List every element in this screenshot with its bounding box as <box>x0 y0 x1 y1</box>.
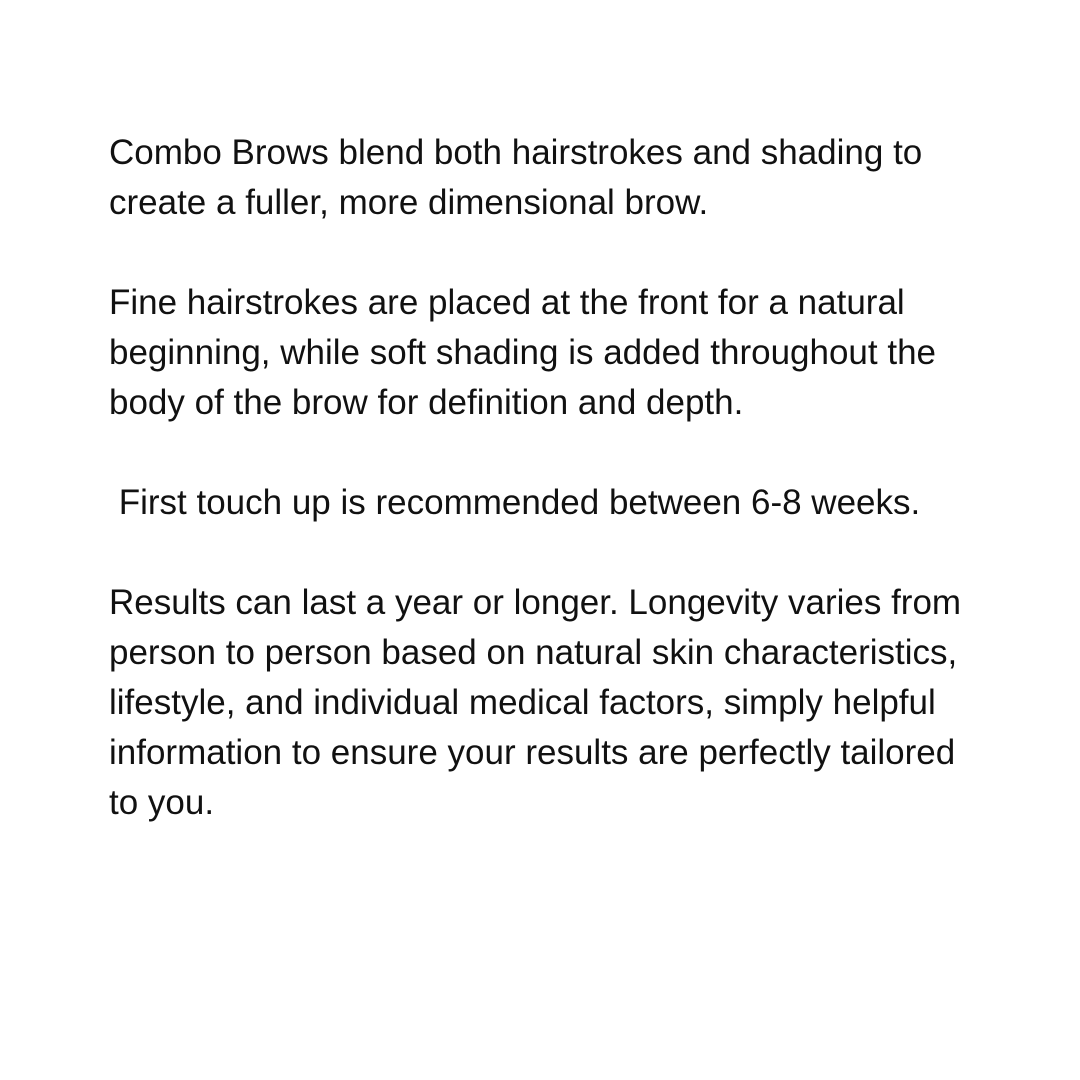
paragraph-results-longevity: Results can last a year or longer. Longevity varies from person to person based on natural skin characteristics, lifestyle, and individual medical factors, simply helpful information to ensure your results are perfectly tailored to you. <box>109 583 962 822</box>
text-block <box>109 128 989 828</box>
paragraph-combo-brows-description: Combo Brows blend both hairstrokes and shading to create a fuller, more dimensional brow. <box>109 133 923 222</box>
paragraph-touch-up-timing: First touch up is recommended between 6-8 weeks. <box>109 483 921 522</box>
paragraph-technique-description: Fine hairstrokes are placed at the front for a natural beginning, while soft shading is added throughout the body of the brow for definition and depth. <box>109 283 936 422</box>
